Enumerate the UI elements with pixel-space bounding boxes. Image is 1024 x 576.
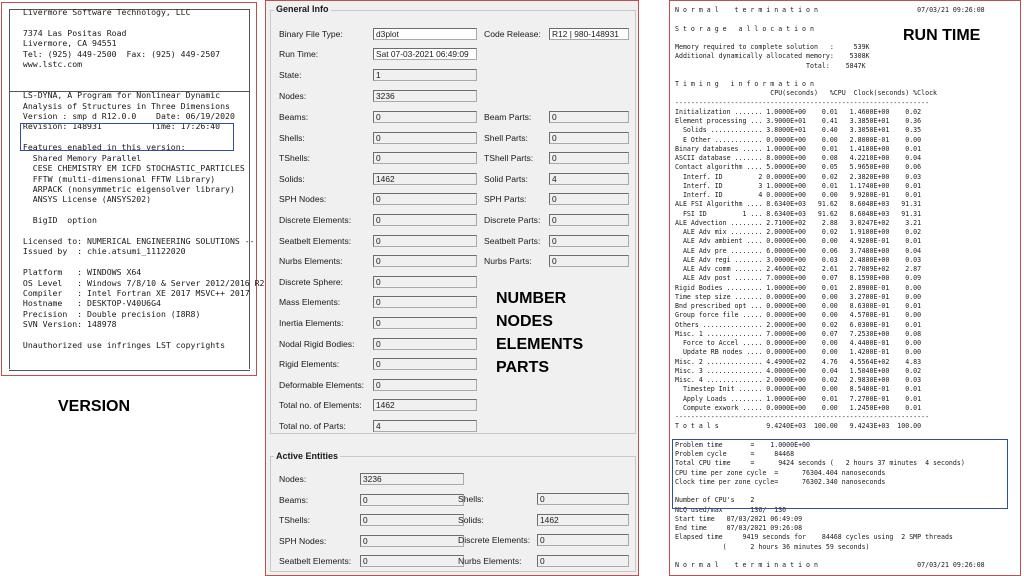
property-label: Total no. of Elements: [279,400,362,411]
log-line: Binary databases ..... 1.0000E+00 0.01 1.4100E+00 0.01 [675,144,922,153]
log-line: LS-DYNA, A Program for Nonlinear Dynamic [18,90,221,101]
log-line: Timestep Init ...... 0.0000E+00 0.00 8.5400E-01 0.01 [675,385,922,394]
property-label: Nodes: [279,474,307,484]
property-value-field[interactable]: 0 [373,276,477,288]
log-line: ALE Adv regi ....... 3.0000E+00 0.03 2.4800E+00 0.03 [675,255,922,264]
property-value-field[interactable]: 0 [549,152,629,164]
property-value-field[interactable]: 1462 [373,173,477,185]
annotation-line: NODES [496,313,553,330]
property-label: Nurbs Elements: [279,256,343,267]
log-line: CPU(seconds) %CPU Clock(seconds) %Clock [675,89,938,98]
log-line: N o r m a l t e r m i n a t i o n 07/03/21 09:26:08 [675,561,985,569]
property-value-field[interactable]: 0 [373,152,477,164]
property-value-field[interactable]: 0 [373,111,477,123]
property-label: Seatbelt Elements: [279,235,352,246]
property-value-field[interactable]: 0 [549,235,629,247]
log-line: T i m i n g i n f o r m a t i o n [675,80,814,88]
property-label: Discrete Sphere: [279,276,344,287]
run-time-highlight-box [672,439,1008,509]
log-line: Contact algorithm .... 5.0000E+00 0.05 5.9650E+00 0.06 [675,163,922,172]
log-line: Compute exwork ..... 0.0000E+00 0.00 1.2450E+00 0.01 [675,403,922,412]
property-value-field[interactable]: 0 [549,193,629,205]
log-line: ---------------------------------------------------------------- [675,413,930,421]
version-highlight-box [20,123,234,151]
log-line: Apply Loads ........ 1.0000E+00 0.01 7.2700E-01 0.01 [675,394,922,403]
log-line: 7374 Las Positas Road [18,27,127,38]
log-line: ALE Adv comm ....... 2.4600E+02 2.61 2.7089E+02 2.87 [675,265,922,273]
log-line: Misc. 2 .............. 4.4900E+02 4.76 4.5564E+02 4.83 [675,357,922,366]
log-line: Version : smp d R12.0.0 Date: 06/19/2020 [18,111,235,122]
property-value-field[interactable]: 0 [373,132,477,144]
property-label: Shell Parts: [484,132,528,143]
property-label: Solids: [279,173,305,184]
log-line: Platform : WINDOWS X64 [18,267,142,278]
annotation-line: PARTS [496,359,550,376]
property-value-field[interactable]: 0 [373,255,477,267]
nodes-label: Nodes: [279,91,307,101]
binary-file-type-field[interactable]: d3plot [373,28,477,40]
property-value-field[interactable]: 3236 [360,473,464,485]
log-line: Misc. 4 .............. 2.0000E+00 0.02 2.9830E+00 0.03 [675,376,922,384]
property-value-field[interactable]: 0 [373,214,477,226]
log-line: Analysis of Structures in Three Dimensions [18,100,230,111]
property-value-field[interactable]: 0 [373,296,477,308]
property-label: Nodal Rigid Bodies: [279,338,355,349]
log-line: Number of CPU's 2 [675,496,755,505]
run-time-label: Run Time: [279,49,319,59]
log-line: Issued by : chie.atsumi_11122020 [18,246,186,257]
log-line: SVN Version: 148978 [18,319,117,330]
log-line: ALE Advection ........ 2.7100E+02 2.88 3.0247E+02 3.21 [675,218,922,227]
property-value-field[interactable]: 0 [549,255,629,267]
property-label: Discrete Elements: [279,215,352,225]
log-line: Problem cycle = 84468 [675,450,795,458]
log-line: Problem time = 1.0000E+00 [675,440,810,449]
log-line: Features enabled in this version: [18,142,186,153]
property-label: Beams: [279,112,309,122]
run-time-log-panel [669,0,1021,576]
log-line: Element processing ... 3.9000E+01 0.41 3.3850E+01 0.36 [675,117,922,125]
binary-file-type-label: Binary File Type: [279,29,343,39]
property-label: TShells: [279,153,311,164]
property-label: Shells: [458,494,484,504]
log-line: Additional dynamically allocated memory: 5308K [675,52,870,61]
log-line: Livermore, CA 94551 [18,38,117,49]
state-field[interactable]: 1 [373,69,477,81]
property-value-field[interactable]: 1462 [537,514,629,526]
log-line: Misc. 3 .............. 4.0000E+00 0.04 1.5040E+00 0.02 [675,366,922,375]
version-log-text [18,7,264,350]
property-value-field[interactable]: 0 [373,358,477,370]
property-value-field[interactable]: 0 [360,494,464,506]
log-line: ALE Adv mix ........ 2.0000E+00 0.02 1.9100E+00 0.02 [675,228,922,236]
property-value-field[interactable]: 1462 [373,399,477,411]
log-line: Time step size ....... 0.0000E+00 0.00 3.2700E-01 0.00 [675,292,922,301]
property-label: Seatbelt Elements: [279,556,352,567]
log-line: Elapsed time 9419 seconds for 84468 cycles using 2 SMP threads [675,533,953,542]
property-label: SPH Parts: [484,194,527,205]
property-value-field[interactable]: 0 [549,111,629,123]
log-line: ALE Adv pre ........ 6.0000E+00 0.06 3.7480E+00 0.04 [675,246,922,255]
log-line: End time 07/03/2021 09:26:08 [675,524,803,532]
property-value-field[interactable]: 0 [549,132,629,144]
property-value-field[interactable]: 0 [360,555,464,567]
log-line: N o r m a l t e r m i n a t i o n 07/03/21 09:26:08 [675,6,985,14]
log-line: CPU time per zone cycle = 76304.404 nanoseconds [675,468,886,477]
log-line: Start time 07/03/2021 06:49:09 [675,514,803,523]
log-line: Initialization ....... 1.0000E+00 0.01 1.4600E+00 0.02 [675,107,922,116]
property-label: Inertia Elements: [279,318,344,328]
log-line: Total CPU time = 9424 seconds ( 2 hours 37 minutes 4 seconds) [675,459,965,468]
property-value-field[interactable]: 0 [549,214,629,226]
log-line: Licensed to: NUMERICAL ENGINEERING SOLUTIONS -- [18,235,255,246]
general-info-title: General Info [276,4,329,14]
log-line: Revision: 148931 Time: 17:26:40 [18,121,221,132]
property-label: Beam Parts: [484,112,532,122]
property-label: Deformable Elements: [279,379,365,390]
property-label: SPH Nodes: [279,535,327,546]
property-value-field[interactable]: 0 [537,555,629,567]
annotation-line: NUMBER [496,290,567,307]
property-label: TShell Parts: [484,153,534,164]
property-label: Beams: [279,494,309,505]
property-value-field[interactable]: 0 [360,514,464,526]
nodes-field[interactable]: 3236 [373,90,477,102]
property-value-field[interactable]: 0 [373,338,477,350]
log-line: ANSYS License (ANSYS202) [18,194,152,205]
log-line: Precision : Double precision (I8R8) [18,308,201,319]
log-line: Shared Memory Parallel [18,152,142,163]
log-line: Solids ............. 3.8000E+01 0.40 3.3058E+01 0.35 [675,126,922,135]
log-border-left [9,9,10,369]
log-line: ( 2 hours 36 minutes 59 seconds) [675,542,870,551]
log-line: Rigid Bodies ......... 1.0000E+00 0.01 2.8900E-01 0.00 [675,283,922,292]
log-line: www.lstc.com [18,59,83,70]
code-release-label: Code Release: [484,29,541,39]
log-line: Memory required to complete solution : 539K [675,43,870,51]
log-divider [9,370,250,371]
log-line: E Other ............ 0.0000E+00 0.00 2.8000E-01 0.00 [675,135,922,144]
property-value-field[interactable]: 0 [537,493,629,505]
number-nodes-elements-parts-annotation [496,287,583,379]
property-value-field[interactable]: 0 [373,193,477,205]
property-value-field[interactable]: 0 [373,235,477,247]
log-line: S t o r a g e a l l o c a t i o n [675,24,814,33]
run-time-field[interactable]: Sat 07-03-2021 06:49:09 [373,48,477,60]
property-value-field[interactable]: 0 [360,535,464,547]
property-value-field[interactable]: 0 [537,534,629,546]
property-value-field[interactable]: 0 [373,317,477,329]
log-line: Interf. ID 3 1.0000E+00 0.01 1.1740E+00 0.01 [675,181,922,190]
code-release-field[interactable]: R12 | 980-148931 [549,28,629,40]
log-line: OS Level : Windows 7/8/10 & Server 2012/2016 R2 [18,277,265,288]
property-label: Solid Parts: [484,173,528,184]
log-line: FSI ID 1 ... 8.6340E+03 91.62 8.6048E+03 91.31 [675,209,922,218]
log-line: Others ............... 2.0000E+00 0.02 6.0300E-01 0.01 [675,320,922,329]
log-line: Force to Accel ..... 0.0000E+00 0.00 4.4400E-01 0.00 [675,339,922,347]
property-label: Rigid Elements: [279,359,340,370]
log-line: BigID option [18,215,97,226]
log-line: Interf. ID 4 0.0000E+00 0.00 9.9200E-01 0.01 [675,191,922,199]
property-label: Nurbs Elements: [458,555,522,566]
log-line: Misc. 1 .............. 7.0000E+00 0.07 7.2530E+00 0.08 [675,329,922,338]
log-line: Compiler : Intel Fortran XE 2017 MSVC++ 2017 [18,287,250,298]
property-value-field[interactable]: 0 [373,379,477,391]
log-line: ASCII database ....... 8.0000E+00 0.08 4.2210E+00 0.04 [675,154,922,162]
property-label: Nurbs Parts: [484,256,532,267]
log-line: T o t a l s 9.4240E+03 100.00 9.4243E+03 100.00 [675,422,922,431]
property-value-field[interactable]: 4 [549,173,629,185]
log-line: Interf. ID 2 0.0000E+00 0.02 2.3820E+00 0.03 [675,172,922,181]
property-label: Discrete Parts: [484,215,541,225]
version-log-panel [1,2,265,376]
active-entities-title: Active Entities [276,451,339,461]
log-line: Bnd prescribed opt ... 0.0000E+00 0.00 8.6300E-01 0.01 [675,302,922,310]
property-label: Mass Elements: [279,297,341,308]
log-line: Unauthorized use infringes LST copyrights [18,340,226,350]
log-line: FFTW (multi-dimensional FFTW Library) [18,173,216,184]
property-label: Shells: [279,132,305,143]
log-line: Hostname : DESKTOP-V40U6G4 [18,298,161,309]
property-label: Seatbelt Parts: [484,235,541,246]
annotation-line: ELEMENTS [496,336,584,353]
property-label: Discrete Elements: [458,535,531,546]
property-label: Solids: [458,514,484,525]
run-time-caption: RUN TIME [903,27,981,44]
log-line: Clock time per zone cycle= 76302.340 nanoseconds [675,477,886,486]
state-label: State: [279,70,302,80]
property-label: TShells: [279,515,311,526]
property-label: Total no. of Parts: [279,421,346,431]
log-line: ARPACK (nonsymmetric eigensolver library) [18,183,235,194]
property-label: SPH Nodes: [279,194,327,205]
log-line: ALE Adv post ....... 7.0000E+00 0.07 8.1590E+00 0.09 [675,274,922,283]
log-line: ALE FSI Algorithm .... 8.6340E+03 91.62 8.6048E+03 91.31 [675,200,922,209]
log-line: ALE Adv ambient .... 0.0000E+00 0.00 4.9200E-01 0.01 [675,237,922,246]
model-info-panel [265,0,639,576]
log-line: Total: 5847K [675,61,866,70]
version-caption: VERSION [58,398,131,415]
property-value-field[interactable]: 4 [373,420,477,432]
log-line: NLQ used/max 136/ 136 [675,505,787,514]
log-line: Update RB nodes .... 0.0000E+00 0.00 1.4200E-01 0.00 [675,348,922,357]
log-line: Livermore Software Technology, LLC [18,7,191,17]
log-line: Tel: (925) 449-2500 Fax: (925) 449-2507 [18,48,221,59]
log-line: Group force file ..... 0.0000E+00 0.00 4.5700E-01 0.00 [675,311,922,320]
log-line: CESE CHEMISTRY EM ICFD STOCHASTIC_PARTICLES [18,163,245,174]
log-line: ---------------------------------------------------------------- [675,98,930,107]
